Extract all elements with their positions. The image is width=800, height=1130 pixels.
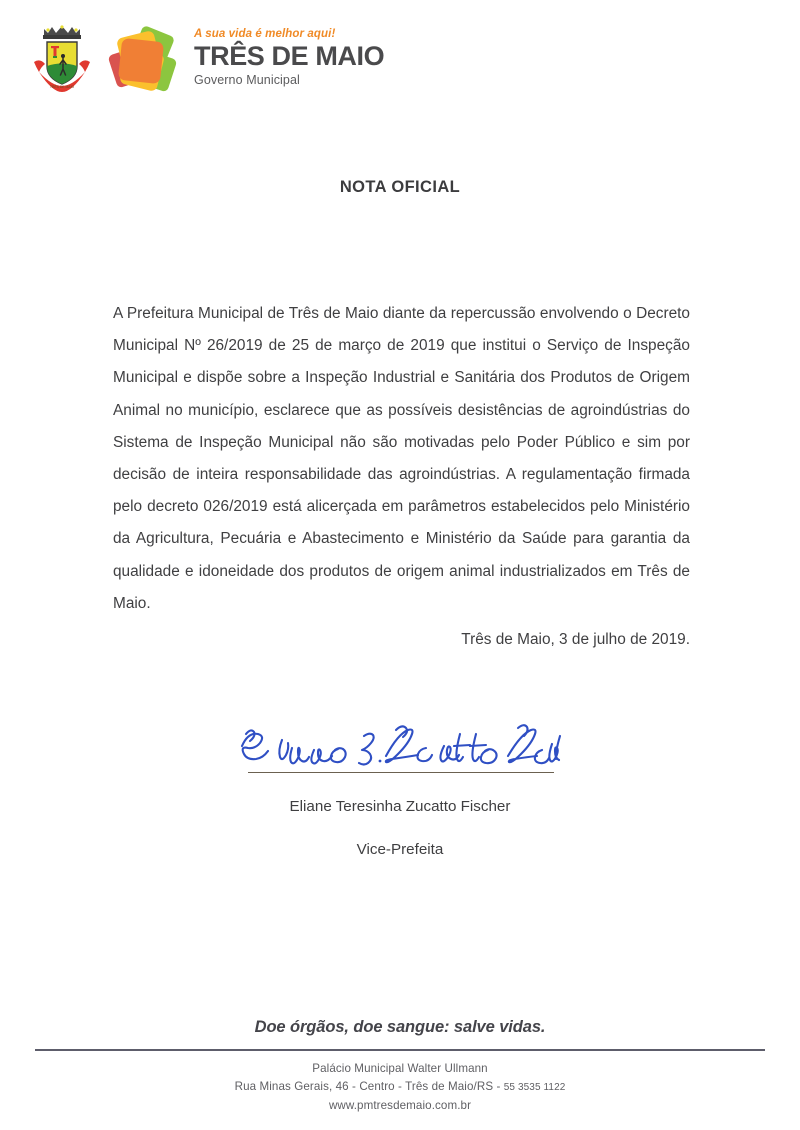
- signature-rule: [248, 772, 554, 773]
- signature-block: [0, 716, 800, 858]
- brand-title: TRÊS DE MAIO: [194, 41, 385, 71]
- footer-address-street: Rua Minas Gerais, 46 - Centro - Três de Maio/RS -: [234, 1080, 504, 1093]
- svg-text:TRÊS DE MAIO: TRÊS DE MAIO: [49, 85, 75, 89]
- footer-divider: [35, 1049, 765, 1051]
- document-body: A Prefeitura Municipal de Três de Maio diante da repercussão envolvendo o Decreto Municipal Nº 26/2019 de 25 de março de 2019 que institui o Serviço de Inspeção Municipal e dispõe sobre a Inspeção Industrial e Sanitária dos Produtos de Origem Animal no município, esclarece que as possíveis desistências de agroindústrias do Sistema de Inspeção Municipal não são motivadas pelo Poder Público e sim por decisão de inteira responsabilidade das agroindústrias. A regulamentação firmada pelo decreto 026/2019 está alicerçada em parâmetros estabelecidos pelo Ministério da Agricultura, Pecuária e Abastecimento e Ministério da Saúde para garantia da qualidade e idoneidade dos produtos de origem animal industrializados em Três de Maio.: [113, 305, 690, 612]
- tres-de-maio-logo-icon: [106, 24, 184, 98]
- footer-slogan: Doe órgãos, doe sangue: salve vidas.: [254, 1018, 546, 1036]
- page-title: NOTA OFICIAL: [339, 178, 461, 196]
- footer-address-line-2: [0, 1078, 800, 1097]
- signatory-name: Eliane Teresinha Zucatto Fischer: [289, 798, 511, 815]
- footer-address-line-1: Palácio Municipal Walter Ullmann: [312, 1062, 488, 1075]
- handwritten-signature-icon: [230, 716, 570, 778]
- page-footer: [0, 1018, 800, 1115]
- brand-tagline: A sua vida é melhor aqui!: [194, 28, 336, 40]
- header-content: [32, 22, 768, 98]
- footer-website: www.pmtresdemaio.com.br: [328, 1099, 472, 1112]
- footer-address-block: [0, 1060, 800, 1115]
- footer-phone: 55 3535 1122: [503, 1082, 566, 1093]
- signatory-role: Vice-Prefeita: [356, 841, 444, 858]
- coat-of-arms-icon: [32, 22, 92, 98]
- page-header: [32, 22, 768, 108]
- brand-subtitle: Governo Municipal: [194, 72, 300, 87]
- brand-text-block: [194, 22, 384, 87]
- signature-area: [230, 716, 570, 778]
- dateline: Três de Maio, 3 de julho de 2019.: [461, 631, 690, 648]
